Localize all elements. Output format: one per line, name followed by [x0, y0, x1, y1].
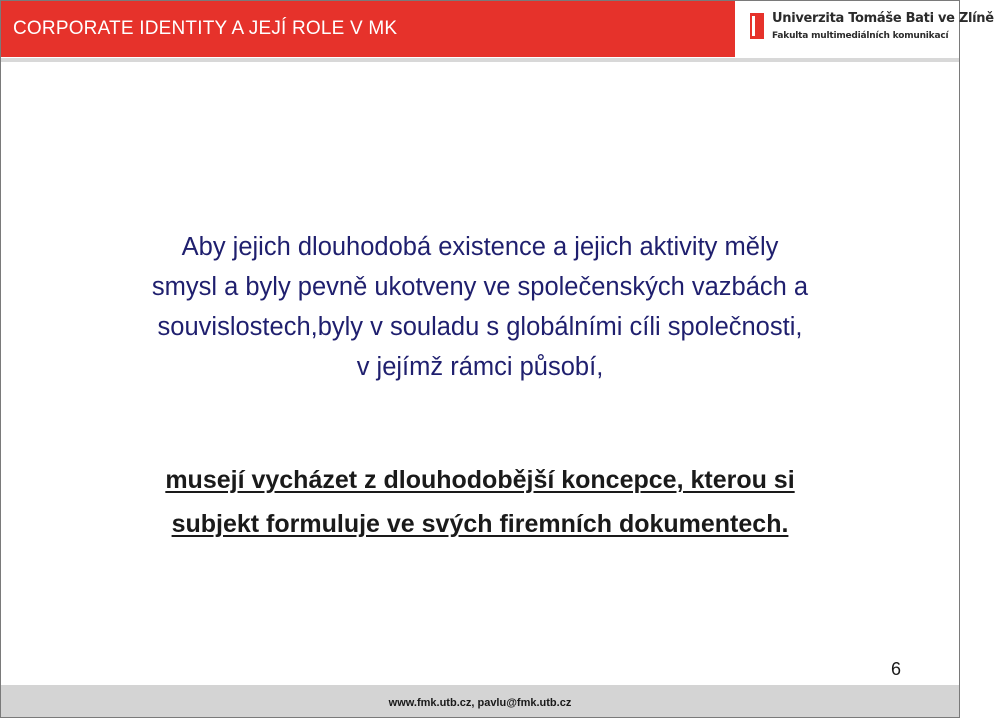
header: [1, 1, 994, 57]
emphasis-text: [21, 458, 939, 546]
body-text: [21, 227, 939, 387]
body-line: v jejímž rámci působí,: [356, 353, 604, 381]
university-logo-icon: [750, 13, 764, 39]
emphasis-line: subjekt formuluje ve svých firemních dokumentech.: [171, 510, 789, 538]
logo-faculty-name: Fakulta multimediálních komunikací: [772, 31, 949, 41]
body-line: Aby jejich dlouhodobá existence a jejich aktivity měly: [181, 233, 779, 261]
header-divider: [1, 58, 959, 62]
footer: [1, 685, 959, 717]
university-logo: [740, 1, 994, 57]
emphasis-line: musejí vycházet z dlouhodobější koncepce, kterou si: [165, 466, 795, 494]
page-number: 6: [890, 659, 901, 679]
footer-contact: www.fmk.utb.cz, pavlu@fmk.utb.cz: [388, 697, 572, 709]
logo-university-name: Univerzita Tomáše Bati ve Zlíně: [772, 11, 994, 26]
body-line: souvislostech,byly v souladu s globálními cíli společnosti,: [157, 313, 803, 341]
body-line: smysl a byly pevně ukotveny ve společenských vazbách a: [151, 273, 809, 301]
slide-title: CORPORATE IDENTITY A JEJÍ ROLE V MK: [1, 1, 735, 57]
